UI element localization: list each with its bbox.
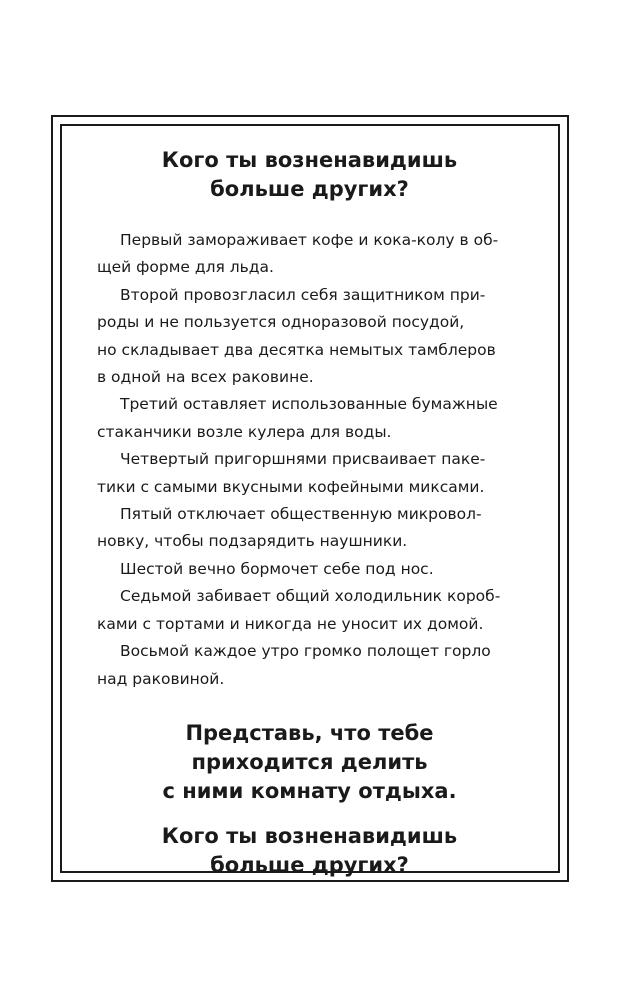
paragraph-line: ками с тортами и никогда не уносит их домой. xyxy=(97,614,484,633)
paragraph-line: Восьмой каждое утро громко полощет горло xyxy=(120,642,491,661)
paragraph-line: роды и не пользуется одноразовой посудой, xyxy=(97,313,465,332)
body-text xyxy=(97,227,522,693)
paragraph-line: Пятый отключает общественную микровол- xyxy=(120,505,482,524)
paragraph-third xyxy=(97,391,522,446)
paragraph-line: стаканчики возле кулера для воды. xyxy=(97,422,392,441)
paragraph-sixth xyxy=(97,556,522,583)
paragraph-line: тики с самыми вкусными кофейными миксами. xyxy=(97,477,485,496)
paragraph-seventh xyxy=(97,583,522,638)
closing-line: приходится делить xyxy=(191,749,428,774)
paragraph-line: Седьмой забивает общий холодильник короб- xyxy=(120,587,501,606)
paragraph-line: Третий оставляет использованные бумажные xyxy=(120,395,498,414)
paragraph-first xyxy=(97,227,522,282)
paragraph-line: новку, чтобы подзарядить наушники. xyxy=(97,532,408,551)
paragraph-line: в одной на всех раковине. xyxy=(97,368,314,387)
paragraph-second xyxy=(97,282,522,392)
final-line: больше других? xyxy=(210,852,409,877)
title-line: Кого ты возненавидишь xyxy=(161,148,458,172)
final-heading xyxy=(97,822,522,880)
paragraph-line: Четвертый пригоршнями присваивает паке- xyxy=(120,450,486,469)
title-line: больше других? xyxy=(210,177,409,201)
paragraph-line: Второй провозгласил себя защитником при- xyxy=(120,285,486,304)
page-content xyxy=(97,138,522,880)
paragraph-line: Шестой вечно бормочет себе под нос. xyxy=(120,559,434,578)
paragraph-line: но складывает два десятка немытых тамблеров xyxy=(97,340,496,359)
paragraph-line: над раковиной. xyxy=(97,669,225,688)
closing-line: с ними комнату отдыха. xyxy=(162,778,457,803)
paragraph-fourth xyxy=(97,446,522,501)
closing-heading xyxy=(97,719,522,806)
paragraph-line: щей форме для льда. xyxy=(97,258,274,277)
page-title xyxy=(97,146,522,204)
paragraph-fifth xyxy=(97,501,522,556)
final-line: Кого ты возненавидишь xyxy=(161,823,458,848)
paragraph-eighth xyxy=(97,638,522,693)
closing-line: Представь, что тебе xyxy=(185,720,434,745)
paragraph-line: Первый замораживает кофе и кока-колу в об- xyxy=(120,231,499,249)
